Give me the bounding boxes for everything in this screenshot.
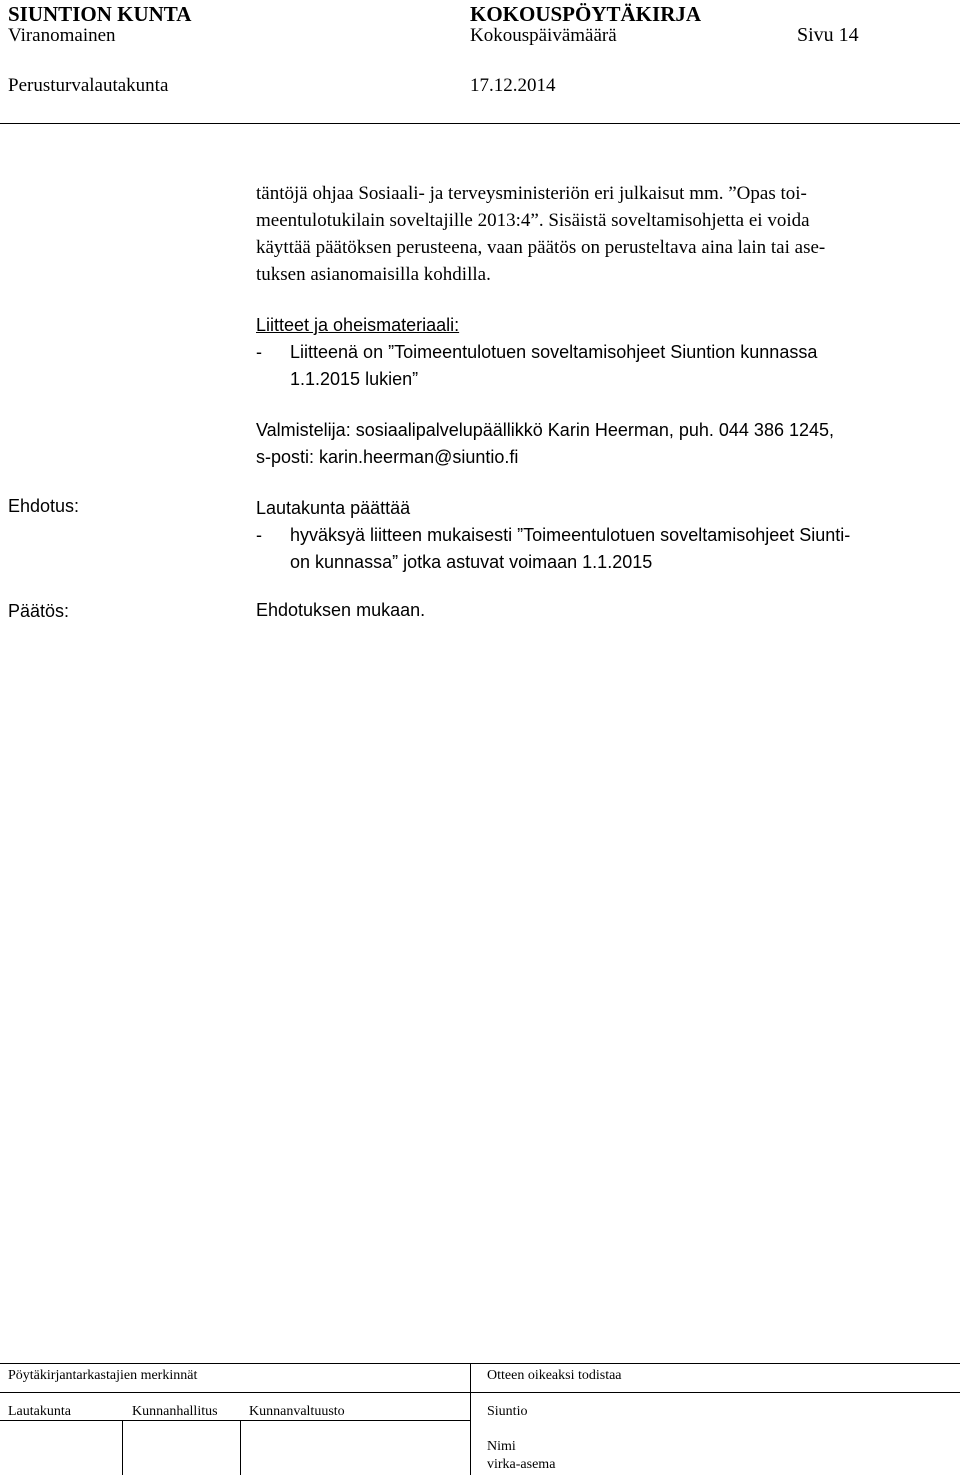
footer-col-council: Kunnanvaltuusto [249,1404,345,1419]
intro-line: käyttää päätöksen perusteena, vaan päätös on perusteltava aina lain tai ase- [256,237,826,258]
attachments-heading: Liitteet ja oheismateriaali: [256,315,460,335]
proposal-item-cont: on kunnassa” jotka astuvat voimaan 1.1.2015 [290,552,653,572]
proposal-item: hyväksyä liitteen mukaisesti ”Toimeentulotuen soveltamisohjeet Siunti- [290,525,851,545]
authority-name: Perusturvalautakunta [8,75,169,96]
header-divider [0,123,960,124]
document-type: KOKOUSPÖYTÄKIRJA [470,2,702,26]
meeting-date: 17.12.2014 [470,75,556,96]
footer-signature-rule [0,1420,470,1421]
proposal-label: Ehdotus: [8,496,80,516]
footer-place: Siuntio [487,1404,528,1419]
footer-column-divider [122,1420,123,1475]
proposal-heading: Lautakunta päättää [256,498,411,518]
footer-col-board: Lautakunta [8,1404,71,1419]
intro-line: täntöjä ohjaa Sosiaali- ja terveysministeriön eri julkaisut mm. ”Opas toi- [256,183,807,204]
intro-line: tuksen asianomaisilla kohdilla. [256,264,491,285]
footer-mid-rule [0,1392,960,1393]
footer-col-executive: Kunnanhallitus [132,1404,218,1419]
bullet: - [256,342,262,362]
footer-name-label: Nimi [487,1439,516,1454]
page-number: Sivu 14 [797,24,859,46]
intro-line: meentulotukilain soveltajille 2013:4”. Sisäistä soveltamisohjetta ei voida [256,210,810,231]
attachments-section [256,312,817,393]
reviewers-label: Pöytäkirjantarkastajien merkinnät [8,1368,198,1383]
decision-text: Ehdotuksen mukaan. [256,600,426,620]
footer-section-divider [470,1363,471,1475]
attachment-item: Liitteenä on ”Toimeentulotuen soveltamisohjeet Siuntion kunnassa [290,342,818,362]
footer-position-label: virka-asema [487,1457,556,1472]
meeting-date-label: Kokouspäivämäärä [470,25,617,46]
preparer-line: Valmistelija: sosiaalipalvelupäällikkö Karin Heerman, puh. 044 386 1245, [256,420,835,440]
footer-top-rule [0,1363,960,1364]
footer-column-divider [240,1420,241,1475]
preparer-info [256,417,834,471]
intro-paragraph [256,180,825,288]
municipality-name: SIUNTION KUNTA [8,2,192,26]
preparer-email-line: s-posti: karin.heerman@siuntio.fi [256,447,519,467]
certified-label: Otteen oikeaksi todistaa [487,1368,622,1383]
decision-label: Päätös: [8,601,70,621]
authority-label: Viranomainen [8,25,116,46]
attachment-item-cont: 1.1.2015 lukien” [290,369,419,389]
proposal-section [256,495,850,576]
bullet: - [256,525,262,545]
